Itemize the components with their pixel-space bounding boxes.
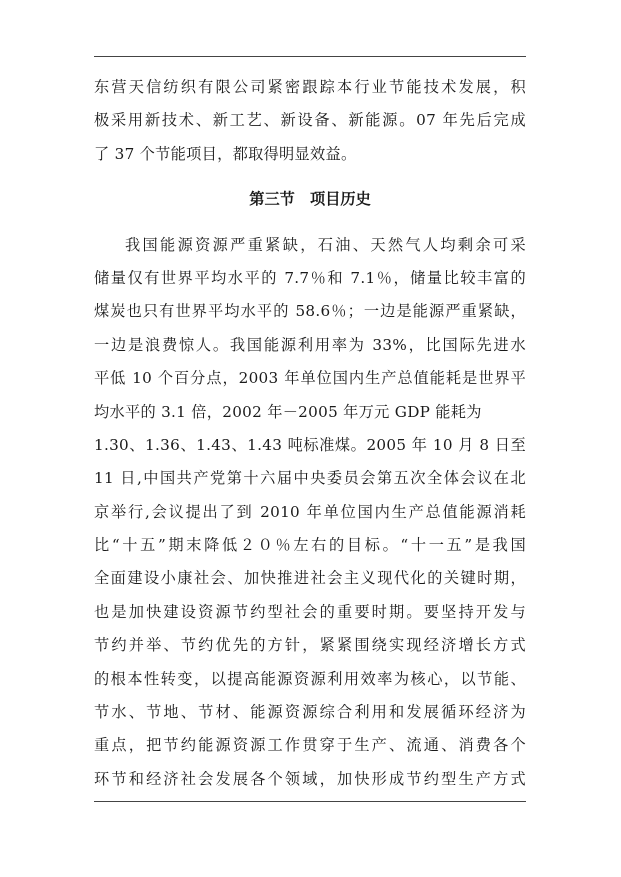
text-line: 一边是浪费惊人。我国能源利用率为 33%，比国际先进水 xyxy=(94,335,526,354)
text-line: 11 日,中国共产党第十六届中央委员会第五次全体会议在北 xyxy=(94,469,526,488)
text-line: 也是加快建设资源节约型社会的重要时期。要坚持开发与 xyxy=(94,602,526,621)
text-line: 1.30、1.36、1.43、1.43 吨标准煤。2005 年 10 月 8 日至 xyxy=(94,435,526,454)
paragraph-history xyxy=(94,229,526,797)
text-line: 全面建设小康社会、加快推进社会主义现代化的关键时期， xyxy=(94,569,526,588)
text-line: 东营天信纺织有限公司紧密跟踪本行业节能技术发展，积 xyxy=(94,78,526,96)
text-line: 平低 10 个百分点，2003 年单位国内生产总值能耗是世界平 xyxy=(94,369,526,388)
text-line: 京举行,会议提出了到 2010 年单位国内生产总值能源消耗 xyxy=(94,502,526,521)
text-line: 节水、节地、节材、能源资源综合利用和发展循环经济为 xyxy=(94,703,526,722)
text-line: 节约并举、节约优先的方针，紧紧围绕实现经济增长方式 xyxy=(94,636,526,655)
text-line: 重点，把节约能源资源工作贯穿于生产、流通、消费各个 xyxy=(94,736,526,755)
header-rule xyxy=(94,56,526,57)
text-line: 煤炭也只有世界平均水平的 58.6％；一边是能源严重紧缺， xyxy=(94,302,526,321)
section-heading: 第三节 项目历史 xyxy=(249,190,371,209)
paragraph-intro xyxy=(94,71,526,171)
text-line: 了 37 个节能项目，都取得明显效益。 xyxy=(94,144,357,163)
text-line: 储量仅有世界平均水平的 7.7％和 7.1％，储量比较丰富的 xyxy=(94,268,526,287)
text-line: 均水平的 3.1 倍，2002 年－2005 年万元 GDP 能耗为 xyxy=(94,402,482,421)
text-line: 极采用新技术、新工艺、新设备、新能源。07 年先后完成 xyxy=(94,111,526,130)
footer-rule xyxy=(94,801,526,802)
text-line: 环节和经济社会发展各个领域，加快形成节约型生产方式 xyxy=(94,769,526,788)
document-body xyxy=(94,71,526,796)
text-line: 我国能源资源严重紧缺，石油、天然气人均剩余可采 xyxy=(125,235,526,254)
text-line: 比“十五”期末降低２０％左右的目标。“十一五”是我国 xyxy=(94,536,526,555)
text-line: 的根本性转变，以提高能源资源利用效率为核心，以节能、 xyxy=(94,669,526,688)
